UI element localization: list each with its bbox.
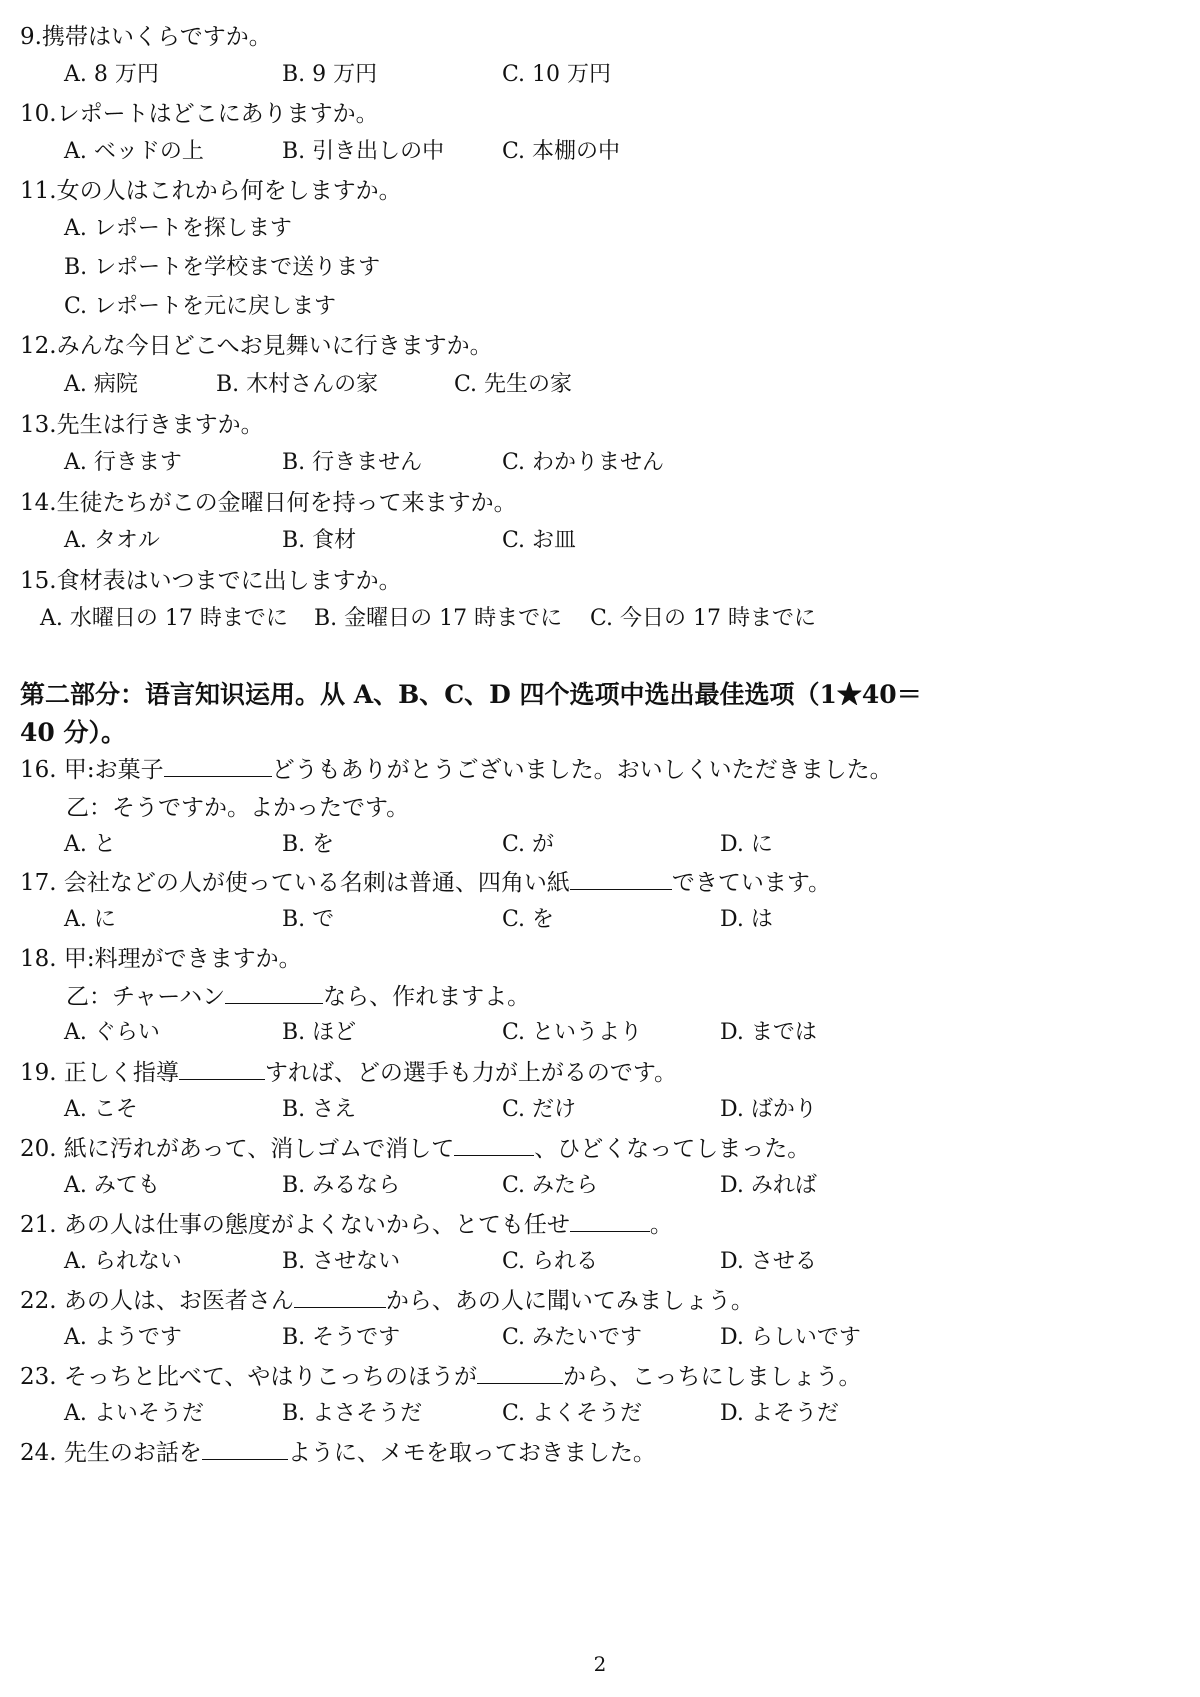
option-22b: B. そうです [282,1325,401,1350]
option-11c: C. レポートを元に戻します [64,294,337,319]
option-14b: B. 食材 [282,528,357,553]
question-18: 18. 甲:料理ができますか。 [20,946,302,972]
option-10c: C. 本棚の中 [502,139,621,164]
option-13c: C. わかりません [502,450,665,475]
option-18a: A. ぐらい [64,1020,160,1045]
option-12a: A. 病院 [64,372,138,397]
option-23b: B. よさそうだ [282,1401,423,1426]
option-16d: D. に [720,832,773,857]
question-16: 16. 甲:お菓子 どうもありがとうございました。おいしくいただきました。 [20,757,893,783]
option-23c: C. よくそうだ [502,1401,643,1426]
question-13: 13.先生は行きますか。 [20,412,264,438]
option-18d: D. までは [720,1020,817,1045]
question-22: 22. あの人は、お医者さん から、あの人に聞いてみましょう。 [20,1288,754,1314]
option-20c: C. みたら [502,1173,599,1198]
page-number: 2 [593,1652,607,1676]
question-9: 9.携帯はいくらですか。 [20,24,272,50]
question-16-line2: 乙：そうですか。よかったです。 [66,795,410,821]
question-24: 24. 先生のお話を ように、メモを取っておきました。 [20,1440,656,1466]
option-13a: A. 行きます [64,450,182,475]
option-22c: C. みたいです [502,1325,643,1350]
question-17: 17. 会社などの人が使っている名刺は普通、四角い紙 できています。 [20,870,832,896]
option-11b: B. レポートを学校まで送ります [64,255,381,280]
option-11a: A. レポートを探します [64,216,292,241]
option-18b: B. ほど [282,1020,357,1045]
option-21c: C. られる [502,1249,599,1274]
option-10a: A. ベッドの上 [64,139,204,164]
option-17d: D. は [720,907,773,932]
option-9a: A. 8 万円 [64,62,159,87]
option-17a: A. に [64,907,116,932]
option-20a: A. みても [64,1173,160,1198]
option-10b: B. 引き出しの中 [282,139,445,164]
question-20: 20. 紙に汚れがあって、消しゴムで消して 、ひどくなってしまった。 [20,1136,811,1162]
option-22d: D. らしいです [720,1325,861,1350]
option-14c: C. お皿 [502,528,577,553]
option-9c: C. 10 万円 [502,62,612,87]
option-23d: D. よそうだ [720,1401,839,1426]
question-18-line2: 乙：チャーハン なら、作れますよ。 [66,984,531,1010]
option-22a: A. ようです [64,1325,182,1350]
option-13b: B. 行きません [282,450,423,475]
question-11: 11.女の人はこれから何をしますか。 [20,178,402,204]
option-20d: D. みれば [720,1173,817,1198]
option-9b: B. 9 万円 [282,62,378,87]
option-16b: B. を [282,832,335,857]
question-15: 15.食材表はいつまでに出しますか。 [20,568,402,594]
option-15b: B. 金曜日の 17 時までに [314,606,563,631]
option-21a: A. られない [64,1249,182,1274]
option-19d: D. ばかり [720,1097,817,1122]
option-19b: B. さえ [282,1097,357,1122]
option-20b: B. みるなら [282,1173,401,1198]
option-16a: A. と [64,832,116,857]
option-14a: A. タオル [64,528,160,553]
question-14: 14.生徒たちがこの金曜日何を持って来ますか。 [20,490,517,516]
section-heading: 第二部分：语言知识运用。从 A、B、C、D 四个选项中选出最佳选项（1★40＝ [20,680,922,709]
option-15c: C. 今日の 17 時までに [590,606,817,631]
option-17c: C. を [502,907,555,932]
option-21b: B. させない [282,1249,401,1274]
option-21d: D. させる [720,1249,817,1274]
question-10: 10.レポートはどこにありますか。 [20,101,379,127]
option-18c: C. というより [502,1020,643,1045]
option-16c: C. が [502,832,555,857]
option-15a: A. 水曜日の 17 時までに [40,606,288,631]
option-23a: A. よいそうだ [64,1401,204,1426]
question-19: 19. 正しく指導 すれば、どの選手も力が上がるのです。 [20,1060,678,1086]
option-19a: A. こそ [64,1097,138,1122]
question-23: 23. そっちと比べて、やはりこっちのほうが から、こっちにしましょう。 [20,1364,862,1390]
option-17b: B. で [282,907,335,932]
question-21: 21. あの人は仕事の態度がよくないから、とても任せ 。 [20,1212,673,1238]
option-19c: C. だけ [502,1097,577,1122]
option-12c: C. 先生の家 [454,372,573,397]
option-12b: B. 木村さんの家 [216,372,379,397]
section-heading-cont: 40 分）。 [20,718,126,747]
question-12: 12.みんな今日どこへお見舞いに行きますか。 [20,333,493,359]
